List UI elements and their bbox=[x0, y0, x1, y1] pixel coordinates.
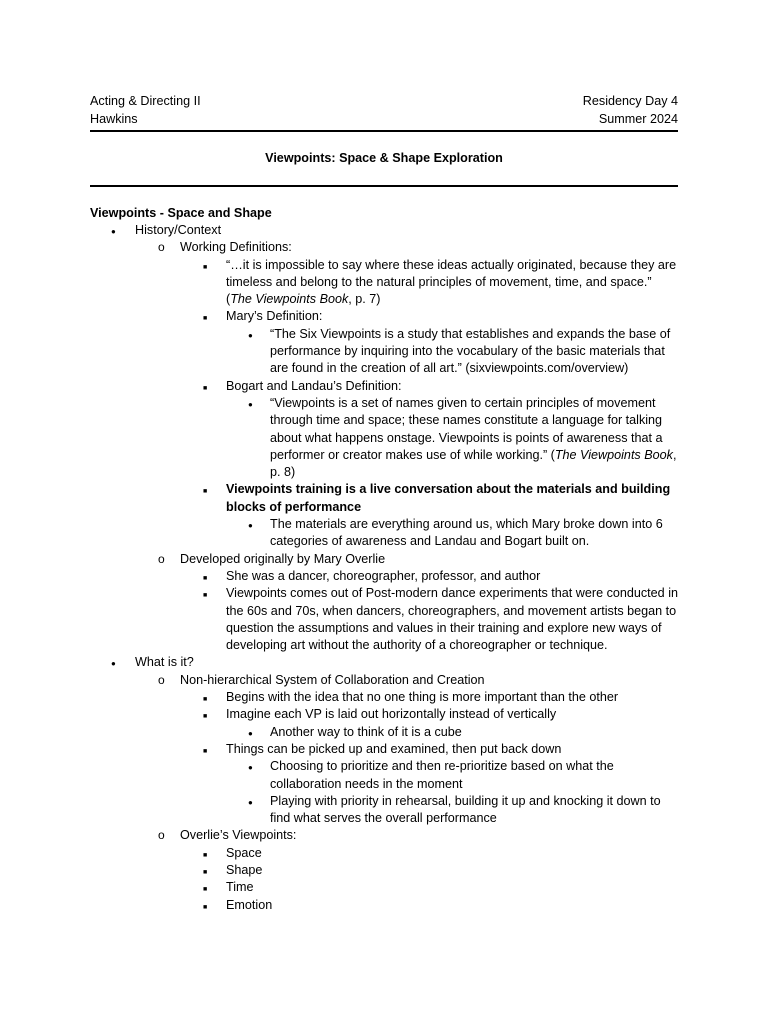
instructor-name: Hawkins bbox=[90, 112, 138, 126]
list-item: ● Another way to think of it is a cube bbox=[90, 724, 678, 741]
header-left bbox=[90, 92, 201, 128]
bullet-square-icon bbox=[203, 585, 207, 604]
outline bbox=[90, 222, 678, 914]
list-item: ● “Viewpoints is a set of names given to certain principles of movement through time and space; these names constitute a language for talking about what happens onstage. Viewpoints is points of awareness that a performer or creator makes use of while working.” (The Viewpoints Book, p. 8) bbox=[90, 395, 678, 481]
bullet-dot-icon bbox=[111, 222, 116, 240]
list-item: o Non-hierarchical System of Collaboration and Creation bbox=[90, 672, 678, 689]
list-item: ■ Things can be picked up and examined, then put back down bbox=[90, 741, 678, 758]
list-item: ■ Bogart and Landau’s Definition: bbox=[90, 378, 678, 395]
bullet-square-icon bbox=[203, 481, 207, 500]
document-header bbox=[90, 92, 678, 128]
list-item: ● What is it? bbox=[90, 654, 678, 671]
list-item: ■ Viewpoints comes out of Post-modern dance experiments that were conducted in the 60s and 70s, when dancers, choreographers, and movement artists began to question the assumptions and values in their training and explore new ways of developing art without the authority of a choreographer or technique. bbox=[90, 585, 678, 654]
bullet-dot-icon bbox=[111, 654, 116, 672]
bullet-circle-icon bbox=[158, 827, 165, 844]
title-divider bbox=[90, 185, 678, 187]
bullet-dot-icon bbox=[248, 395, 253, 413]
bullet-dot-icon bbox=[248, 758, 253, 776]
bullet-square-icon bbox=[203, 257, 207, 276]
list-item: ■ Mary’s Definition: bbox=[90, 308, 678, 325]
list-item: ● “The Six Viewpoints is a study that establishes and expands the base of performance by inquiring into the vocabulary of the basic materials that are found in the creation of all art.” (sixviewpoints.com/overview) bbox=[90, 326, 678, 378]
list-item: ■ Begins with the idea that no one thing is more important than the other bbox=[90, 689, 678, 706]
list-item: ■ Space bbox=[90, 845, 678, 862]
list-item: ● Playing with priority in rehearsal, building it up and knocking it down to find what serves the overall performance bbox=[90, 793, 678, 828]
bullet-dot-icon bbox=[248, 724, 253, 742]
page-title: Viewpoints: Space & Shape Exploration bbox=[265, 151, 503, 165]
list-item: ■ She was a dancer, choreographer, professor, and author bbox=[90, 568, 678, 585]
list-item: ● The materials are everything around us, which Mary broke down into 6 categories of awareness and Landau and Bogart built on. bbox=[90, 516, 678, 551]
bullet-circle-icon bbox=[158, 239, 165, 256]
list-item: ■ Shape bbox=[90, 862, 678, 879]
residency-day: Residency Day 4 bbox=[582, 94, 678, 108]
list-item: o Overlie’s Viewpoints: bbox=[90, 827, 678, 844]
document-page bbox=[90, 92, 678, 914]
header-divider bbox=[90, 130, 678, 132]
header-right bbox=[583, 92, 678, 128]
list-item: ■ Time bbox=[90, 879, 678, 896]
list-item: ● History/Context bbox=[90, 222, 678, 239]
bullet-circle-icon bbox=[158, 672, 165, 689]
bullet-square-icon bbox=[203, 897, 207, 916]
bullet-dot-icon bbox=[248, 326, 253, 344]
list-item: ■ Imagine each VP is laid out horizontally instead of vertically bbox=[90, 706, 678, 723]
section-heading: Viewpoints - Space and Shape bbox=[90, 206, 272, 220]
list-item: o Working Definitions: bbox=[90, 239, 678, 256]
course-title: Acting & Directing II bbox=[90, 94, 201, 108]
list-item: ■ Viewpoints training is a live conversation about the materials and building blocks of performance bbox=[90, 481, 678, 516]
list-item: o Developed originally by Mary Overlie bbox=[90, 551, 678, 568]
bullet-circle-icon bbox=[158, 551, 165, 568]
bullet-dot-icon bbox=[248, 793, 253, 811]
list-item: ■ “…it is impossible to say where these ideas actually originated, because they are timeless and belong to the natural principles of movement, time, and space.” (The Viewpoints Book, p. 7) bbox=[90, 257, 678, 309]
bullet-dot-icon bbox=[248, 516, 253, 534]
list-item: ● Choosing to prioritize and then re-prioritize based on what the collaboration needs in the moment bbox=[90, 758, 678, 793]
term: Summer 2024 bbox=[598, 112, 678, 126]
list-item: ■ Emotion bbox=[90, 897, 678, 914]
